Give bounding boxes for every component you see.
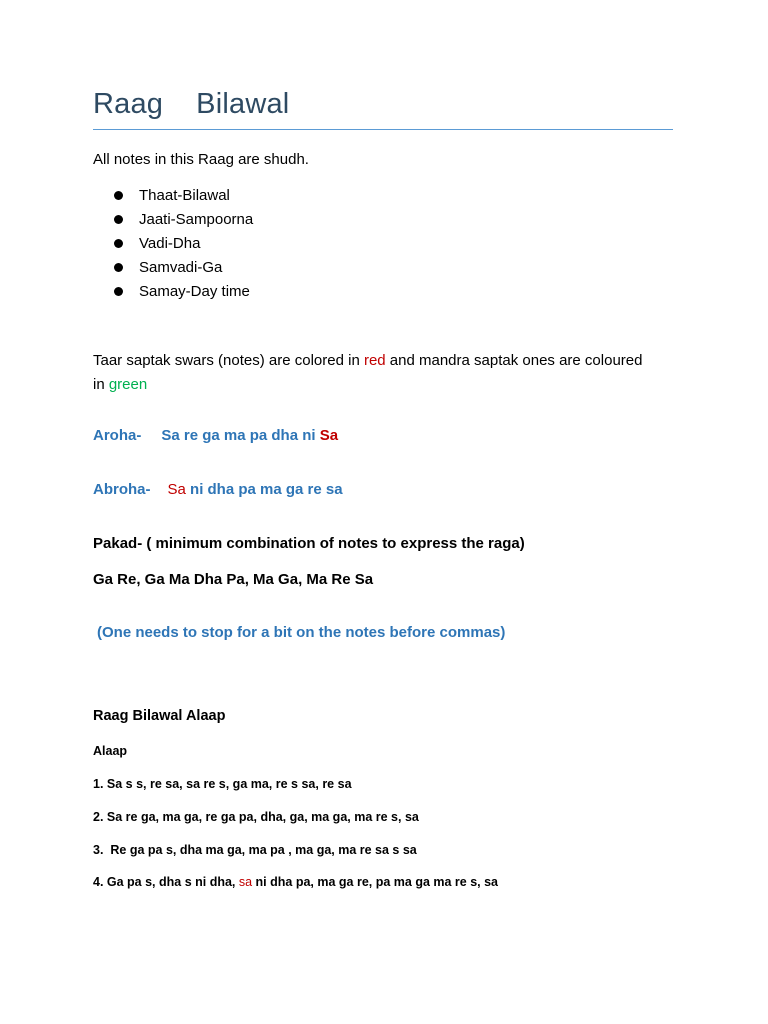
alaap-section-title: Raag Bilawal Alaap bbox=[93, 708, 226, 724]
bullet-icon bbox=[114, 263, 123, 272]
green-word: green bbox=[108, 376, 148, 393]
comma-note: (One needs to stop for a bit on the notes before commas) bbox=[97, 624, 506, 641]
abroha-notes: ni dha pa ma ga re sa bbox=[185, 481, 343, 498]
pakad-heading: Pakad- ( minimum combination of notes to express the raga) bbox=[93, 535, 525, 552]
alaap-line-4: 4. Ga pa s, dha s ni dha, sa ni dha pa, ma ga re, pa ma ga ma re s, sa bbox=[93, 875, 499, 889]
bullet-icon bbox=[114, 287, 123, 296]
raag-properties-list bbox=[114, 186, 253, 306]
red-word: red bbox=[363, 352, 386, 369]
pakad-notes: Ga Re, Ga Ma Dha Pa, Ma Ga, Ma Re Sa bbox=[93, 571, 374, 588]
aroha-label: Aroha- bbox=[93, 427, 142, 444]
alaap-taar-note: sa bbox=[238, 875, 253, 889]
list-item: Thaat-Bilawal bbox=[114, 186, 253, 210]
abroha-label: Abroha- bbox=[93, 481, 151, 498]
aroha-line bbox=[93, 427, 338, 444]
alaap-line-2: 2. Sa re ga, ma ga, re ga pa, dha, ga, ma ga, ma re s, sa bbox=[93, 810, 419, 824]
list-item: Vadi-Dha bbox=[114, 234, 253, 258]
alaap-line-1: 1. Sa s s, re sa, sa re s, ga ma, re s sa, re sa bbox=[93, 777, 352, 791]
list-item: Samay-Day time bbox=[114, 282, 253, 306]
aroha-taar-note: Sa bbox=[319, 427, 339, 444]
alaap-subtitle: Alaap bbox=[93, 744, 128, 758]
intro-text: All notes in this Raag are shudh. bbox=[93, 151, 309, 168]
list-item: Jaati-Sampoorna bbox=[114, 210, 253, 234]
bullet-icon bbox=[114, 215, 123, 224]
alaap-line-3: 3. Re ga pa s, dha ma ga, ma pa , ma ga, ma re sa s sa bbox=[93, 843, 417, 857]
title-underline bbox=[93, 129, 673, 130]
abroha-line bbox=[93, 481, 343, 498]
bullet-icon bbox=[114, 191, 123, 200]
list-item: Samvadi-Ga bbox=[114, 258, 253, 282]
color-legend-note: Taar saptak swars (notes) are colored in red and mandra saptak ones are coloured in green bbox=[93, 352, 643, 393]
aroha-notes: Sa re ga ma pa dha ni bbox=[161, 427, 320, 444]
bullet-icon bbox=[114, 239, 123, 248]
abroha-taar-note: Sa bbox=[167, 481, 186, 498]
page-title: Raag Bilawal bbox=[93, 88, 290, 120]
